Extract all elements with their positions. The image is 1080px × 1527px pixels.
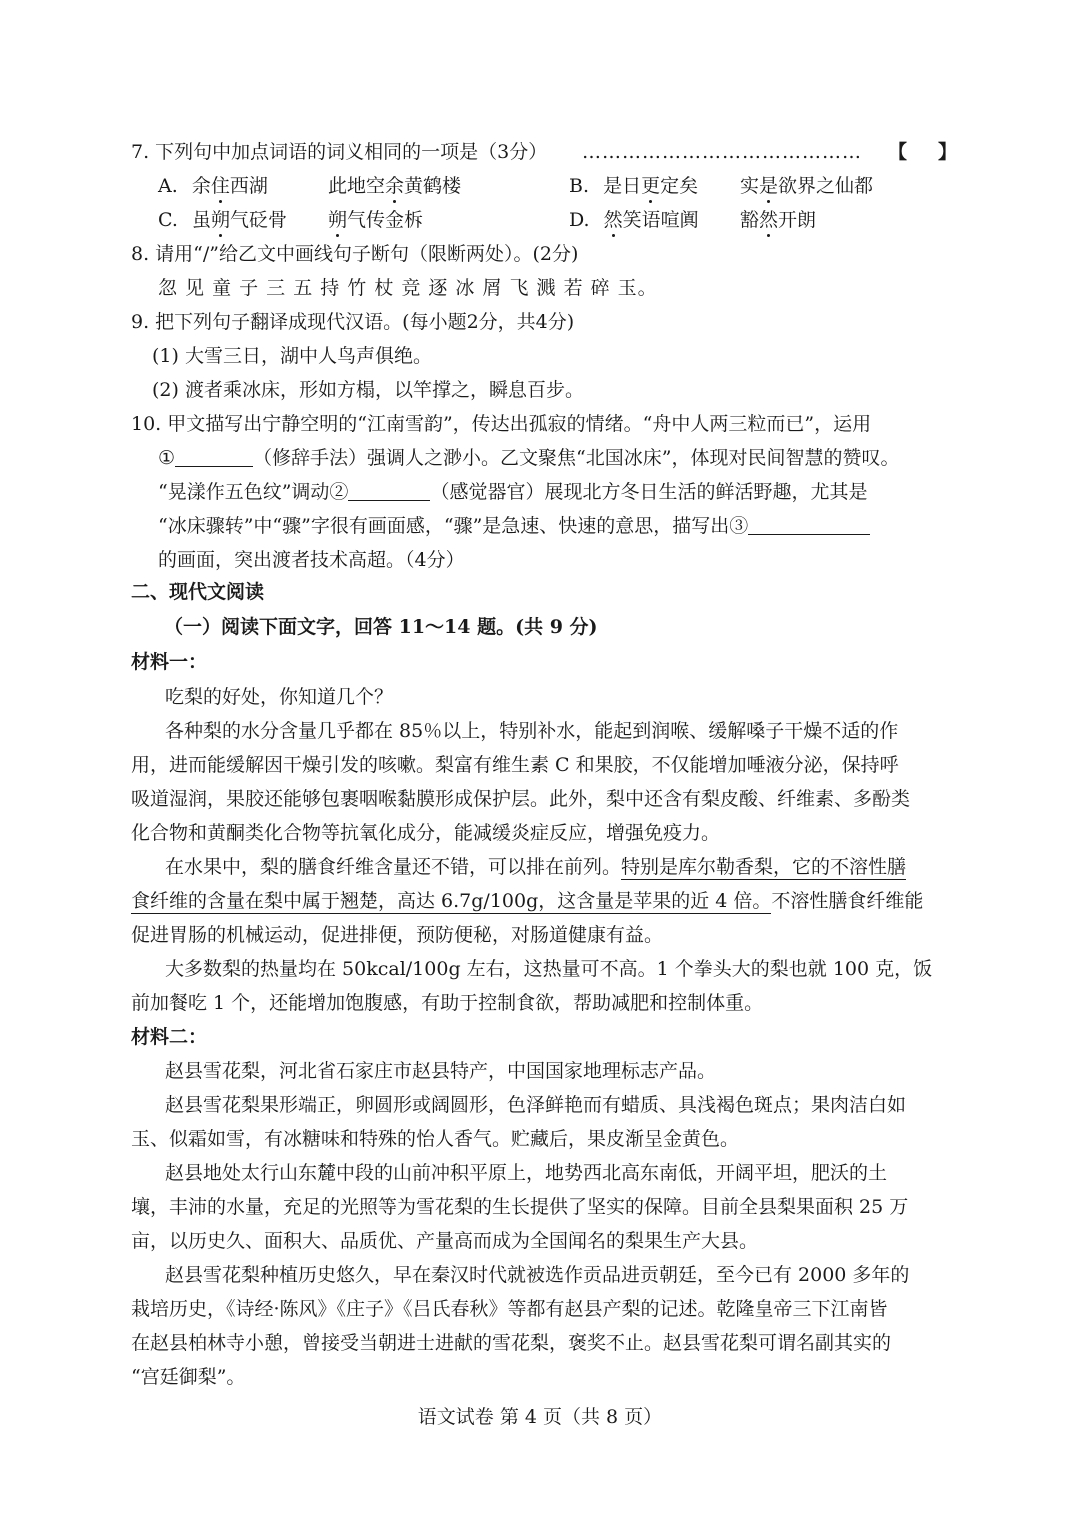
material-1-para-1: 各种梨的水分含量几乎都在 85％以上，特别补水，能起到润喉、缓解嗓子干燥不适的作 [165,720,899,742]
material-2-label: 材料二： [131,1026,208,1048]
q8-sentence: 忽 见 童 子 三 五 持 竹 杖 竞 逐 冰 屑 飞 溅 若 碎 玉。 [158,277,658,299]
q9-sentence-1: (1) 大雪三日，湖中人鸟声俱绝。 [152,345,432,367]
q7-option-b: B. 是日更定矣 [569,175,699,197]
q7-option-a-2: 此地空余黄鹤楼 [328,175,462,197]
q10-line-5: 的画面，突出渡者技术高超。（4分） [158,549,465,571]
material-1-para-0: 吃梨的好处，你知道几个？ [165,686,394,708]
material-1-para-1: 用，进而能缓解因干燥引发的咳嗽。梨富有维生素 C 和果胶，不仅能增加唾液分泌，保持呼 [131,754,899,776]
q7-option-c-2: 朔气传金柝 [328,209,424,231]
q7-answer-bracket-close: 】 [938,141,958,163]
q10-line-4: “冰床骤转”中“骤”字很有画面感，“骤”是急速、快速的意思，描写出③ [158,513,870,539]
q7-leader: …………………………………… [582,141,862,163]
q10-blank-1[interactable] [175,446,253,467]
q10-line-3: “晃漾作五色纹”调动② （感觉器官）展现北方冬日生活的鲜活野趣，尤其是 [158,481,868,503]
section-title: 二、现代文阅读 [131,581,265,603]
material-1-para-1: 吸道湿润，果胶还能够包裹咽喉黏膜形成保护层。此外，梨中还含有梨皮酸、纤维素、多酚类 [131,788,911,810]
q9-stem: 9. 把下列句子翻译成现代汉语。(每小题2分，共4分) [131,311,575,333]
material-2-para-3: 壤，丰沛的水量，充足的光照等为雪花梨的生长提供了坚实的保障。目前全县梨果面积 25 万 [131,1196,909,1218]
q9-sentence-2: (2) 渡者乘冰床，形如方榻，以竿撑之，瞬息百步。 [152,379,584,401]
underlined-sentence: 食纤维的含量在梨中属于翘楚，高达 6.7g/100g，这含量是苹果的近 4 倍。 [131,890,772,912]
material-2-para-4: 赵县雪花梨种植历史悠久，早在秦汉时代就被选作贡品进贡朝廷，至今已有 2000 多年的 [165,1264,910,1286]
material-2-para-3: 亩，以历史久、面积大、品质优、产量高而成为全国闻名的梨果生产大县。 [131,1230,759,1252]
material-2-para-2: 玉、似霜如雪，有冰糖味和特殊的怡人香气。贮藏后，果皮渐呈金黄色。 [131,1128,740,1150]
material-2-para-2: 赵县雪花梨果形端正，卵圆形或阔圆形，色泽鲜艳而有蜡质、具浅褐色斑点；果肉洁白如 [165,1094,907,1116]
q8-stem: 8. 请用“/”给乙文中画线句子断句（限断两处）。(2分) [131,243,579,265]
q7-option-d: D. 然笑语喧阗 [569,209,699,231]
q7-option-a: A. 余住西湖 [158,175,268,197]
q10-blank-2[interactable] [348,480,430,501]
q7-stem: 7. 下列句中加点词语的词义相同的一项是（3分） [131,141,548,163]
section-subtitle: （一）阅读下面文字，回答 11～14 题。(共 9 分) [164,616,598,638]
material-1-label: 材料一： [131,651,208,673]
q10-line-2: ① （修辞手法）强调人之渺小。乙文聚焦“北国冰床”，体现对民间智慧的赞叹。 [158,447,900,469]
q10-blank-3[interactable] [748,514,870,535]
material-1-para-3: 大多数梨的热量均在 50kcal/100g 左右，这热量可不高。1 个拳头大的梨也就 100 克，饭 [165,958,933,980]
q10-line-1: 10. 甲文描写出宁静空明的“江南雪韵”，传达出孤寂的情绪。“舟中人两三粒而已”，运用 [131,413,872,435]
q7-answer-bracket-open: 【 [888,141,908,163]
page-footer: 语文试卷 第 4 页（共 8 页） [417,1406,663,1428]
underlined-sentence: 特别是库尔勒香梨，它的不溶性膳 [621,856,907,878]
material-1-para-2: 促进胃肠的机械运动，促进排便，预防便秘，对肠道健康有益。 [131,924,664,946]
material-2-para-4: 在赵县柏林寺小憩，曾接受当朝进士进献的雪花梨，褒奖不止。赵县雪花梨可谓名副其实的 [131,1332,892,1354]
material-1-para-2: 食纤维的含量在梨中属于翘楚，高达 6.7g/100g，这含量是苹果的近 4 倍。不溶性膳食纤维能 [131,890,924,912]
material-2-para-4: 栽培历史，《诗经·陈风》《庄子》《吕氏春秋》等都有赵县产梨的记述。乾隆皇帝三下江南皆 [131,1298,888,1320]
q7-option-d-2: 豁然开朗 [740,209,817,231]
material-1-para-1: 化合物和黄酮类化合物等抗氧化成分，能减缓炎症反应，增强免疫力。 [131,822,721,844]
material-1-para-3: 前加餐吃 1 个，还能增加饱腹感，有助于控制食欲，帮助减肥和控制体重。 [131,992,764,1014]
material-1-para-2: 在水果中，梨的膳食纤维含量还不错，可以排在前列。特别是库尔勒香梨，它的不溶性膳 [165,856,907,878]
q7-option-b-2: 实是欲界之仙都 [740,175,874,197]
q7-option-c: C. 虽朔气砭骨 [158,209,287,231]
material-2-para-4: “宫廷御梨”。 [131,1366,246,1388]
material-2-para-1: 赵县雪花梨，河北省石家庄市赵县特产，中国国家地理标志产品。 [165,1060,717,1082]
material-2-para-3: 赵县地处太行山东麓中段的山前冲积平原上，地势西北高东南低，开阔平坦，肥沃的土 [165,1162,888,1184]
